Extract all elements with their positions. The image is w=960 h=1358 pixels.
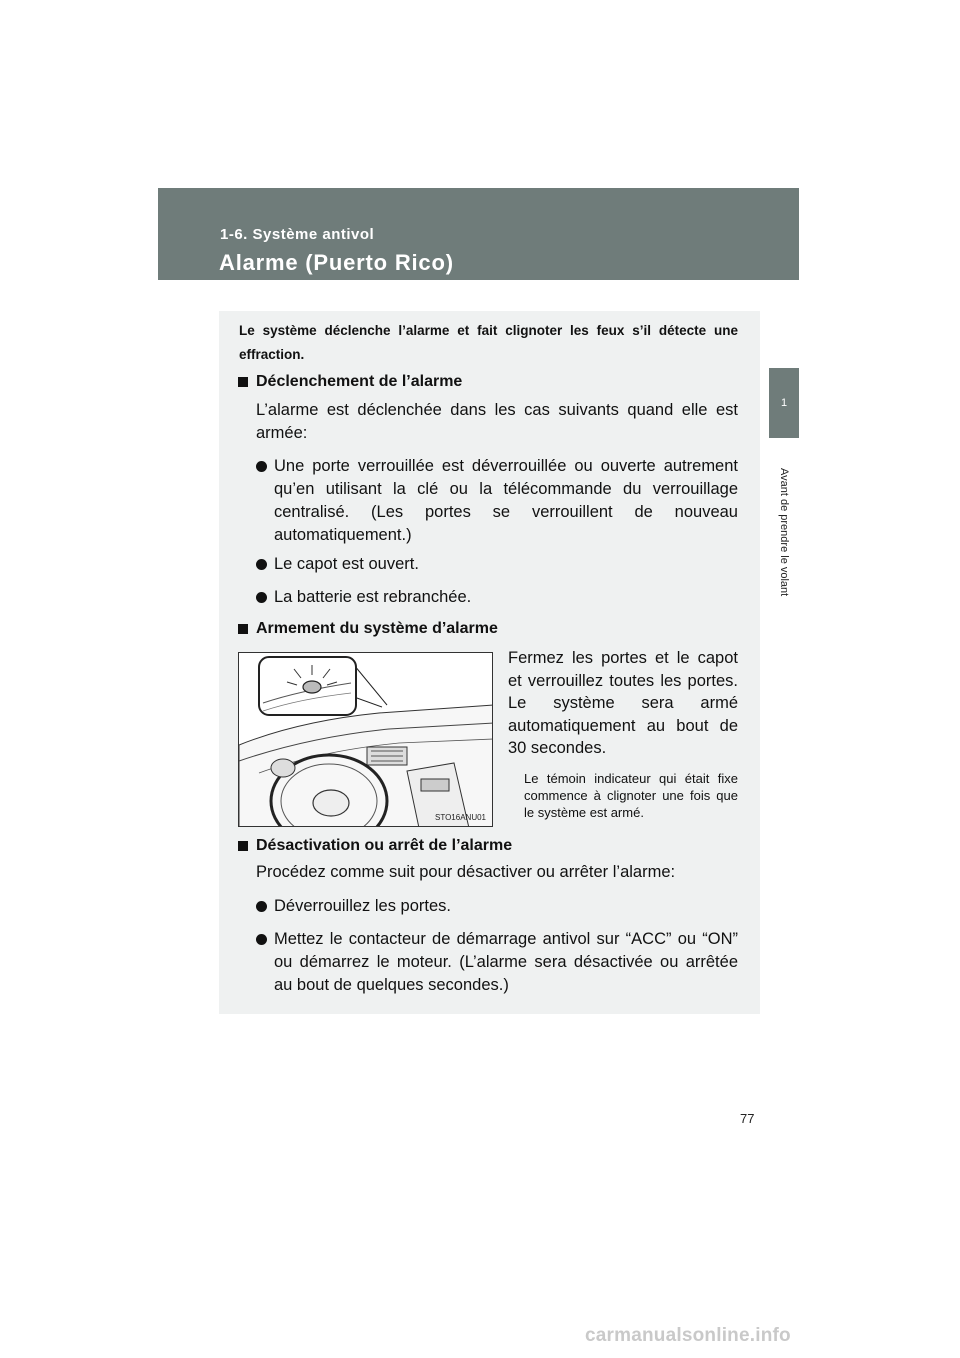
square-bullet-icon <box>238 841 248 851</box>
arming-note: Le témoin indicateur qui était fixe commence à clignoter une fois que le système est armé. <box>524 771 738 820</box>
heading-arming: Armement du système d’alarme <box>238 620 498 638</box>
heading-triggering: Déclenchement de l’alarme <box>238 373 462 391</box>
dashboard-drawing <box>239 653 493 827</box>
triggering-text: L’alarme est déclenchée dans les cas suivants quand elle est armée: <box>256 401 738 442</box>
figure-code: STO16ANU01 <box>435 813 486 822</box>
round-bullet-icon <box>256 901 267 912</box>
page-number: 77 <box>740 1111 755 1126</box>
chapter-label: Avant de prendre le volant <box>778 468 790 597</box>
triggering-bullet-3: La batterie est rebranchée. <box>256 586 738 609</box>
chapter-tab: 1 <box>769 368 799 438</box>
square-bullet-icon <box>238 377 248 387</box>
round-bullet-icon <box>256 461 267 472</box>
page-title: Alarme (Puerto Rico) <box>219 250 454 275</box>
triggering-bullet-1: Une porte verrouillée est déverrouillée ou ouverte autrement qu’en utilisant la clé ou la télécommande du verrouillage centralisé. (Les portes se verrouillent de nouveau automatiquement.) <box>256 455 738 547</box>
round-bullet-icon <box>256 934 267 945</box>
round-bullet-icon <box>256 559 267 570</box>
deactivation-text: Procédez comme suit pour désactiver ou arrêter l’alarme: <box>256 863 676 881</box>
arming-text: Fermez les portes et le capot et verrouillez toutes les portes. Le système sera armé automatiquement au bout de 30 secondes. <box>508 649 738 757</box>
triggering-bullet-2: Le capot est ouvert. <box>256 553 738 576</box>
deactivation-bullet-2: Mettez le contacteur de démarrage antivol sur “ACC” ou “ON” ou démarrez le moteur. (L’alarme sera désactivée ou arrêtée au bout de quelques secondes.) <box>256 928 738 997</box>
square-bullet-icon <box>238 624 248 634</box>
heading-deactivation: Désactivation ou arrêt de l’alarme <box>238 837 512 855</box>
watermark: carmanualsonline.info <box>585 1325 791 1346</box>
page-header <box>158 188 799 280</box>
deactivation-bullet-1: Déverrouillez les portes. <box>256 895 738 918</box>
round-bullet-icon <box>256 592 267 603</box>
dashboard-illustration <box>238 652 493 827</box>
intro-text: Le système déclenche l’alarme et fait clignoter les feux s’il détecte une effraction. <box>239 323 738 362</box>
section-label: 1-6. Système antivol <box>220 226 375 243</box>
